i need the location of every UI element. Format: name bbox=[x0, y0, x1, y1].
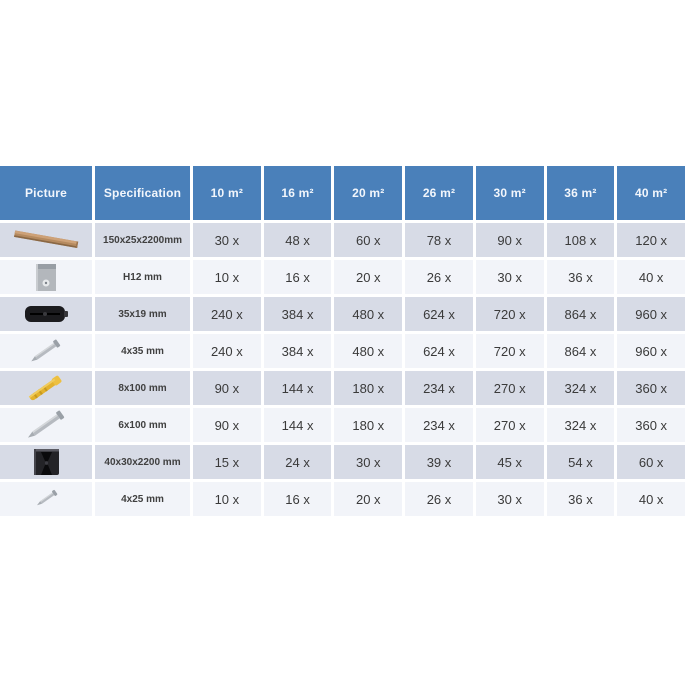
qty-cell: 864 x bbox=[547, 297, 615, 331]
spec-cell: 6x100 mm bbox=[95, 408, 190, 442]
qty-cell: 384 x bbox=[264, 297, 332, 331]
screw-medium-icon bbox=[25, 336, 67, 366]
fastener-clip-icon bbox=[20, 301, 72, 327]
column-header-20m2: 20 m² bbox=[334, 166, 402, 220]
qty-cell: 90 x bbox=[193, 408, 261, 442]
qty-cell: 108 x bbox=[547, 223, 615, 257]
qty-cell: 234 x bbox=[405, 408, 473, 442]
qty-cell: 60 x bbox=[617, 445, 685, 479]
qty-cell: 30 x bbox=[334, 445, 402, 479]
qty-cell: 26 x bbox=[405, 482, 473, 516]
qty-cell: 30 x bbox=[193, 223, 261, 257]
column-header-26m2: 26 m² bbox=[405, 166, 473, 220]
screw-small-icon bbox=[29, 486, 63, 512]
qty-cell: 60 x bbox=[334, 223, 402, 257]
qty-cell: 960 x bbox=[617, 334, 685, 368]
picture-cell bbox=[0, 334, 92, 368]
qty-cell: 10 x bbox=[193, 482, 261, 516]
qty-cell: 360 x bbox=[617, 408, 685, 442]
qty-cell: 120 x bbox=[617, 223, 685, 257]
picture-cell bbox=[0, 223, 92, 257]
wall-plug-icon bbox=[23, 372, 69, 404]
spec-cell: 35x19 mm bbox=[95, 297, 190, 331]
qty-cell: 39 x bbox=[405, 445, 473, 479]
qty-cell: 26 x bbox=[405, 260, 473, 294]
picture-cell bbox=[0, 297, 92, 331]
qty-cell: 40 x bbox=[617, 482, 685, 516]
qty-cell: 720 x bbox=[476, 297, 544, 331]
qty-cell: 624 x bbox=[405, 297, 473, 331]
mounting-plate-icon bbox=[29, 262, 63, 293]
qty-cell: 180 x bbox=[334, 408, 402, 442]
column-header-16m2: 16 m² bbox=[264, 166, 332, 220]
column-header-30m2: 30 m² bbox=[476, 166, 544, 220]
qty-cell: 48 x bbox=[264, 223, 332, 257]
qty-cell: 240 x bbox=[193, 334, 261, 368]
column-header-specification: Specification bbox=[95, 166, 190, 220]
qty-cell: 36 x bbox=[547, 482, 615, 516]
qty-cell: 270 x bbox=[476, 371, 544, 405]
qty-cell: 384 x bbox=[264, 334, 332, 368]
qty-cell: 45 x bbox=[476, 445, 544, 479]
qty-cell: 240 x bbox=[193, 297, 261, 331]
qty-cell: 270 x bbox=[476, 408, 544, 442]
column-header-36m2: 36 m² bbox=[547, 166, 615, 220]
qty-cell: 720 x bbox=[476, 334, 544, 368]
deck-board-icon bbox=[7, 225, 85, 255]
qty-cell: 960 x bbox=[617, 297, 685, 331]
qty-cell: 78 x bbox=[405, 223, 473, 257]
qty-cell: 16 x bbox=[264, 260, 332, 294]
qty-cell: 864 x bbox=[547, 334, 615, 368]
qty-cell: 90 x bbox=[476, 223, 544, 257]
qty-cell: 180 x bbox=[334, 371, 402, 405]
qty-cell: 144 x bbox=[264, 408, 332, 442]
picture-cell bbox=[0, 482, 92, 516]
qty-cell: 24 x bbox=[264, 445, 332, 479]
table-grid bbox=[0, 166, 685, 516]
qty-cell: 480 x bbox=[334, 334, 402, 368]
picture-cell bbox=[0, 371, 92, 405]
qty-cell: 54 x bbox=[547, 445, 615, 479]
spec-cell: 8x100 mm bbox=[95, 371, 190, 405]
qty-cell: 324 x bbox=[547, 408, 615, 442]
column-header-40m2: 40 m² bbox=[617, 166, 685, 220]
spec-cell: 150x25x2200mm bbox=[95, 223, 190, 257]
spec-cell: 4x25 mm bbox=[95, 482, 190, 516]
qty-cell: 10 x bbox=[193, 260, 261, 294]
qty-cell: 324 x bbox=[547, 371, 615, 405]
qty-cell: 20 x bbox=[334, 260, 402, 294]
qty-cell: 144 x bbox=[264, 371, 332, 405]
qty-cell: 360 x bbox=[617, 371, 685, 405]
qty-cell: 480 x bbox=[334, 297, 402, 331]
qty-cell: 624 x bbox=[405, 334, 473, 368]
screw-long-icon bbox=[21, 409, 71, 441]
qty-cell: 20 x bbox=[334, 482, 402, 516]
quantity-table bbox=[0, 166, 685, 516]
column-header-10m2: 10 m² bbox=[193, 166, 261, 220]
picture-cell bbox=[0, 445, 92, 479]
joist-profile-icon bbox=[28, 446, 64, 478]
qty-cell: 16 x bbox=[264, 482, 332, 516]
qty-cell: 234 x bbox=[405, 371, 473, 405]
picture-cell bbox=[0, 408, 92, 442]
spec-cell: 4x35 mm bbox=[95, 334, 190, 368]
spec-cell: 40x30x2200 mm bbox=[95, 445, 190, 479]
qty-cell: 30 x bbox=[476, 260, 544, 294]
spec-cell: H12 mm bbox=[95, 260, 190, 294]
picture-cell bbox=[0, 260, 92, 294]
qty-cell: 30 x bbox=[476, 482, 544, 516]
qty-cell: 36 x bbox=[547, 260, 615, 294]
qty-cell: 40 x bbox=[617, 260, 685, 294]
qty-cell: 15 x bbox=[193, 445, 261, 479]
qty-cell: 90 x bbox=[193, 371, 261, 405]
column-header-picture: Picture bbox=[0, 166, 92, 220]
